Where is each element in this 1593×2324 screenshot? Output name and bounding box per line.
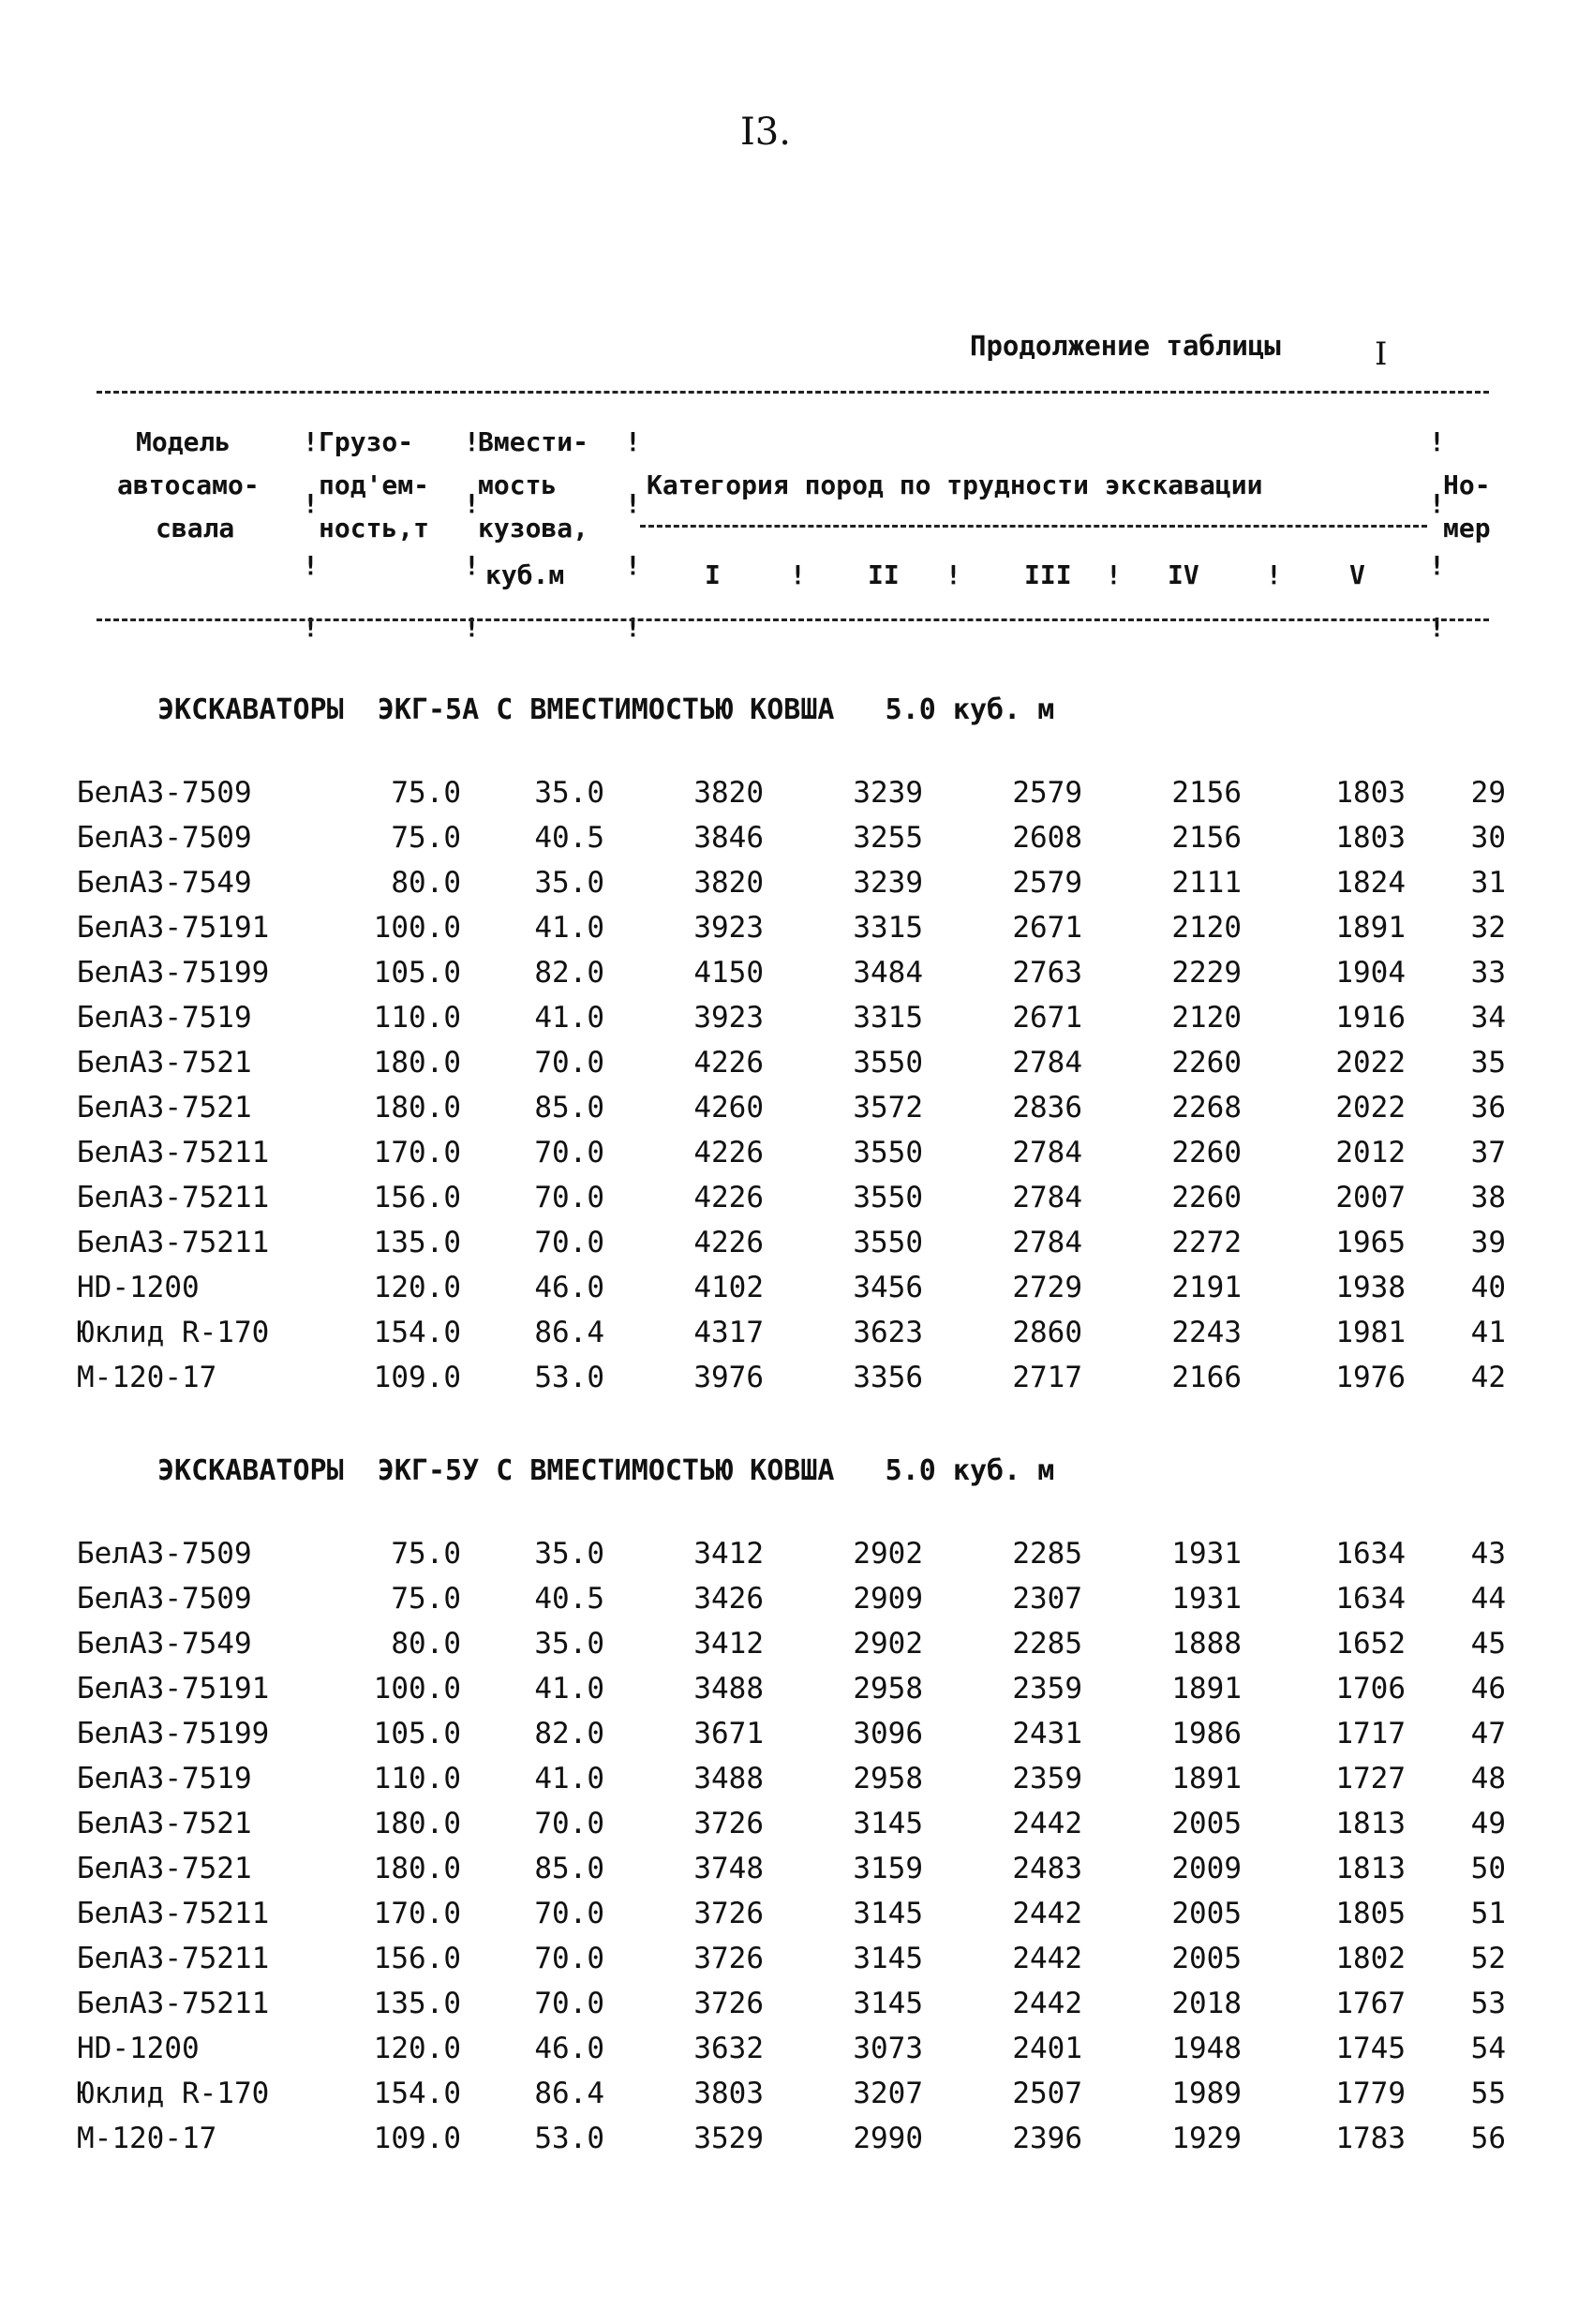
cell-cat-4: 2191: [1171, 1271, 1242, 1304]
cell-capacity: 109.0: [373, 2122, 461, 2155]
cell-cat-2: 3145: [853, 1807, 923, 1840]
cell-cat-5: 1803: [1335, 821, 1406, 855]
cell-cat-4: 2260: [1171, 1136, 1242, 1169]
header-volume-line1: Вмести-: [478, 426, 589, 457]
cell-cat-4: 1891: [1171, 1672, 1242, 1706]
header-model-line2: автосамо-: [117, 469, 260, 500]
cell-cat-1: 3426: [693, 1582, 764, 1616]
cell-cat-3: 2784: [1012, 1226, 1082, 1259]
cell-cat-4: 1891: [1171, 1762, 1242, 1795]
cell-cat-5: 1783: [1335, 2122, 1406, 2155]
cell-cat-2: 3550: [853, 1226, 923, 1259]
header-category-1: I: [705, 559, 721, 590]
cell-cat-1: 4150: [693, 956, 764, 990]
header-category-rule: [640, 525, 1427, 528]
cell-number: 39: [1470, 1226, 1506, 1259]
cell-capacity: 135.0: [373, 1226, 461, 1259]
cell-cat-5: 1803: [1335, 776, 1406, 810]
cell-cat-4: 1929: [1171, 2122, 1242, 2155]
cell-cat-3: 2784: [1012, 1181, 1082, 1214]
header-capacity-line1: Грузо-: [319, 426, 414, 457]
header-model-line3: свала: [156, 513, 235, 544]
section-title-ekg5u: ЭКСКАВАТОРЫ ЭКГ-5У С ВМЕСТИМОСТЬЮ КОВША 5.0 куб. м: [157, 1454, 1055, 1487]
cell-volume: 82.0: [534, 1717, 604, 1750]
cell-volume: 70.0: [534, 1226, 604, 1259]
cell-cat-1: 3529: [693, 2122, 764, 2155]
cell-capacity: 154.0: [373, 2077, 461, 2110]
cell-cat-3: 2359: [1012, 1762, 1082, 1795]
header-category-title: Категория пород по трудности экскавации: [647, 469, 1263, 500]
cell-cat-2: 2902: [853, 1537, 923, 1571]
cell-model: БелАЗ-7521: [77, 1046, 252, 1080]
cell-cat-2: 3484: [853, 956, 923, 990]
cell-cat-2: 2958: [853, 1762, 923, 1795]
cell-cat-1: 3488: [693, 1672, 764, 1706]
cell-cat-3: 2359: [1012, 1672, 1082, 1706]
cell-capacity: 180.0: [373, 1091, 461, 1125]
cell-cat-1: 4102: [693, 1271, 764, 1304]
cell-cat-3: 2442: [1012, 1897, 1082, 1930]
cell-number: 46: [1470, 1672, 1506, 1706]
cell-volume: 46.0: [534, 2032, 604, 2065]
cell-cat-2: 3255: [853, 821, 923, 855]
cell-number: 51: [1470, 1897, 1506, 1930]
cell-capacity: 154.0: [373, 1316, 461, 1349]
header-volume-line3: кузова,: [478, 513, 589, 544]
cell-cat-4: 1931: [1171, 1582, 1242, 1616]
cell-volume: 85.0: [534, 1091, 604, 1125]
cell-capacity: 180.0: [373, 1807, 461, 1840]
cell-cat-3: 2608: [1012, 821, 1082, 855]
cell-number: 30: [1470, 821, 1506, 855]
cell-cat-4: 1986: [1171, 1717, 1242, 1750]
cell-cat-2: 3572: [853, 1091, 923, 1125]
cell-model: БелАЗ-75199: [77, 956, 270, 990]
cell-number: 49: [1470, 1807, 1506, 1840]
cell-capacity: 75.0: [391, 1537, 461, 1571]
cell-model: БелАЗ-7549: [77, 1627, 252, 1661]
cell-cat-5: 2022: [1335, 1091, 1406, 1125]
cell-volume: 41.0: [534, 911, 604, 945]
page-number: I3.: [740, 111, 791, 154]
cell-model: М-120-17: [77, 2122, 217, 2155]
cell-capacity: 105.0: [373, 956, 461, 990]
cell-number: 38: [1470, 1181, 1506, 1214]
cell-volume: 86.4: [534, 1316, 604, 1349]
cell-cat-3: 2784: [1012, 1136, 1082, 1169]
cell-number: 43: [1470, 1537, 1506, 1571]
header-number-line2: мер: [1443, 513, 1491, 544]
cell-cat-1: 3488: [693, 1762, 764, 1795]
cell-cat-5: 1981: [1335, 1316, 1406, 1349]
column-separator: !: [945, 559, 961, 590]
cell-cat-1: 3412: [693, 1627, 764, 1661]
cell-cat-3: 2307: [1012, 1582, 1082, 1616]
cell-cat-1: 3726: [693, 1807, 764, 1840]
cell-model: HD-1200: [77, 1271, 200, 1304]
cell-cat-4: 2272: [1171, 1226, 1242, 1259]
cell-volume: 70.0: [534, 1942, 604, 1975]
cell-cat-5: 1706: [1335, 1672, 1406, 1706]
cell-cat-3: 2836: [1012, 1091, 1082, 1125]
cell-capacity: 100.0: [373, 911, 461, 945]
cell-cat-4: 2260: [1171, 1181, 1242, 1214]
cell-capacity: 109.0: [373, 1361, 461, 1394]
table-number: I: [1375, 335, 1388, 373]
cell-capacity: 156.0: [373, 1181, 461, 1214]
cell-model: БелАЗ-7509: [77, 821, 252, 855]
column-separator: !: [1106, 559, 1122, 590]
cell-model: HD-1200: [77, 2032, 200, 2065]
cell-volume: 82.0: [534, 956, 604, 990]
cell-cat-4: 1948: [1171, 2032, 1242, 2065]
cell-model: Юклид R-170: [77, 2077, 270, 2110]
cell-model: БелАЗ-75211: [77, 1181, 270, 1214]
cell-cat-1: 3748: [693, 1852, 764, 1885]
cell-number: 53: [1470, 1987, 1506, 2020]
cell-capacity: 80.0: [391, 866, 461, 900]
cell-cat-4: 2156: [1171, 776, 1242, 810]
cell-capacity: 75.0: [391, 1582, 461, 1616]
cell-cat-1: 3820: [693, 866, 764, 900]
cell-capacity: 75.0: [391, 821, 461, 855]
cell-cat-4: 2005: [1171, 1807, 1242, 1840]
header-number-line1: Но-: [1443, 469, 1491, 500]
cell-cat-3: 2717: [1012, 1361, 1082, 1394]
cell-cat-3: 2401: [1012, 2032, 1082, 2065]
cell-number: 55: [1470, 2077, 1506, 2110]
cell-cat-2: 2958: [853, 1672, 923, 1706]
cell-cat-1: 3726: [693, 1987, 764, 2020]
cell-model: БелАЗ-7509: [77, 776, 252, 810]
cell-cat-4: 2229: [1171, 956, 1242, 990]
cell-cat-5: 1634: [1335, 1582, 1406, 1616]
header-category-3: III: [1024, 559, 1072, 590]
cell-model: М-120-17: [77, 1361, 217, 1394]
cell-capacity: 105.0: [373, 1717, 461, 1750]
cell-cat-3: 2396: [1012, 2122, 1082, 2155]
cell-cat-2: 3550: [853, 1136, 923, 1169]
cell-volume: 41.0: [534, 1001, 604, 1035]
cell-cat-3: 2285: [1012, 1627, 1082, 1661]
cell-cat-2: 2902: [853, 1627, 923, 1661]
cell-model: БелАЗ-7519: [77, 1001, 252, 1035]
cell-cat-2: 3239: [853, 866, 923, 900]
cell-number: 45: [1470, 1627, 1506, 1661]
header-capacity-line3: ность,т: [319, 513, 430, 544]
cell-cat-1: 3412: [693, 1537, 764, 1571]
cell-volume: 40.5: [534, 1582, 604, 1616]
cell-cat-5: 1965: [1335, 1226, 1406, 1259]
cell-cat-1: 3632: [693, 2032, 764, 2065]
cell-cat-5: 2022: [1335, 1046, 1406, 1080]
column-separator: !: [790, 559, 806, 590]
cell-volume: 35.0: [534, 866, 604, 900]
cell-cat-2: 3239: [853, 776, 923, 810]
cell-volume: 70.0: [534, 1987, 604, 2020]
header-bottom-rule: [97, 618, 1489, 621]
cell-cat-4: 2005: [1171, 1897, 1242, 1930]
cell-cat-2: 3315: [853, 911, 923, 945]
header-category-5: V: [1349, 559, 1365, 590]
cell-model: БелАЗ-75199: [77, 1717, 270, 1750]
cell-capacity: 110.0: [373, 1001, 461, 1035]
cell-model: БелАЗ-7521: [77, 1852, 252, 1885]
cell-cat-3: 2285: [1012, 1537, 1082, 1571]
column-separator: ! ! ! !: [464, 426, 480, 643]
cell-volume: 70.0: [534, 1807, 604, 1840]
cell-cat-4: 2243: [1171, 1316, 1242, 1349]
column-separator: ! ! ! !: [1429, 426, 1445, 643]
table-continuation-caption: Продолжение таблицы: [970, 330, 1281, 362]
cell-model: Юклид R-170: [77, 1316, 270, 1349]
cell-cat-2: 3145: [853, 1897, 923, 1930]
cell-cat-3: 2507: [1012, 2077, 1082, 2110]
header-volume-line4: куб.м: [485, 559, 565, 590]
header-top-rule: [97, 391, 1489, 394]
cell-cat-1: 3976: [693, 1361, 764, 1394]
cell-number: 52: [1470, 1942, 1506, 1975]
cell-cat-5: 2012: [1335, 1136, 1406, 1169]
cell-cat-5: 1891: [1335, 911, 1406, 945]
cell-cat-1: 3820: [693, 776, 764, 810]
cell-model: БелАЗ-75211: [77, 1942, 270, 1975]
cell-model: БелАЗ-75211: [77, 1226, 270, 1259]
cell-model: БелАЗ-75191: [77, 911, 270, 945]
cell-volume: 53.0: [534, 2122, 604, 2155]
cell-cat-1: 3726: [693, 1942, 764, 1975]
cell-cat-3: 2442: [1012, 1987, 1082, 2020]
cell-number: 48: [1470, 1762, 1506, 1795]
cell-cat-1: 3671: [693, 1717, 764, 1750]
header-category-4: IV: [1168, 559, 1199, 590]
cell-cat-5: 2007: [1335, 1181, 1406, 1214]
cell-number: 33: [1470, 956, 1506, 990]
cell-cat-4: 2156: [1171, 821, 1242, 855]
cell-cat-2: 3159: [853, 1852, 923, 1885]
cell-cat-3: 2579: [1012, 776, 1082, 810]
cell-cat-2: 3315: [853, 1001, 923, 1035]
cell-volume: 53.0: [534, 1361, 604, 1394]
cell-cat-4: 1888: [1171, 1627, 1242, 1661]
cell-volume: 46.0: [534, 1271, 604, 1304]
cell-cat-5: 1767: [1335, 1987, 1406, 2020]
cell-cat-1: 3923: [693, 911, 764, 945]
cell-capacity: 120.0: [373, 1271, 461, 1304]
cell-number: 56: [1470, 2122, 1506, 2155]
cell-cat-2: 3207: [853, 2077, 923, 2110]
cell-number: 40: [1470, 1271, 1506, 1304]
cell-cat-1: 4317: [693, 1316, 764, 1349]
cell-cat-5: 1779: [1335, 2077, 1406, 2110]
cell-cat-2: 3550: [853, 1181, 923, 1214]
cell-cat-1: 3846: [693, 821, 764, 855]
cell-cat-5: 1813: [1335, 1807, 1406, 1840]
cell-cat-3: 2671: [1012, 1001, 1082, 1035]
cell-model: БелАЗ-75211: [77, 1136, 270, 1169]
cell-cat-1: 4226: [693, 1046, 764, 1080]
cell-cat-2: 3145: [853, 1987, 923, 2020]
cell-number: 31: [1470, 866, 1506, 900]
cell-cat-3: 2442: [1012, 1942, 1082, 1975]
cell-volume: 40.5: [534, 821, 604, 855]
column-separator: ! ! ! !: [625, 426, 641, 643]
cell-cat-3: 2483: [1012, 1852, 1082, 1885]
cell-volume: 70.0: [534, 1181, 604, 1214]
cell-volume: 41.0: [534, 1762, 604, 1795]
cell-cat-5: 1813: [1335, 1852, 1406, 1885]
cell-cat-3: 2763: [1012, 956, 1082, 990]
cell-volume: 35.0: [534, 1537, 604, 1571]
header-capacity-line2: под'ем-: [319, 469, 430, 500]
cell-volume: 70.0: [534, 1046, 604, 1080]
cell-number: 41: [1470, 1316, 1506, 1349]
cell-cat-3: 2729: [1012, 1271, 1082, 1304]
cell-number: 50: [1470, 1852, 1506, 1885]
header-model-line1: Модель: [136, 426, 231, 457]
cell-cat-1: 3923: [693, 1001, 764, 1035]
cell-volume: 70.0: [534, 1136, 604, 1169]
cell-model: БелАЗ-75191: [77, 1672, 270, 1706]
cell-capacity: 135.0: [373, 1987, 461, 2020]
cell-cat-2: 3145: [853, 1942, 923, 1975]
cell-cat-2: 3623: [853, 1316, 923, 1349]
cell-number: 29: [1470, 776, 1506, 810]
cell-capacity: 120.0: [373, 2032, 461, 2065]
cell-number: 35: [1470, 1046, 1506, 1080]
cell-capacity: 170.0: [373, 1897, 461, 1930]
cell-capacity: 180.0: [373, 1852, 461, 1885]
cell-cat-4: 2018: [1171, 1987, 1242, 2020]
cell-cat-5: 1916: [1335, 1001, 1406, 1035]
cell-number: 34: [1470, 1001, 1506, 1035]
cell-cat-4: 2260: [1171, 1046, 1242, 1080]
cell-number: 44: [1470, 1582, 1506, 1616]
cell-cat-1: 4226: [693, 1181, 764, 1214]
cell-cat-3: 2784: [1012, 1046, 1082, 1080]
cell-cat-5: 1802: [1335, 1942, 1406, 1975]
cell-cat-3: 2671: [1012, 911, 1082, 945]
cell-cat-4: 1931: [1171, 1537, 1242, 1571]
cell-cat-2: 3550: [853, 1046, 923, 1080]
cell-model: БелАЗ-7509: [77, 1582, 252, 1616]
cell-cat-4: 1989: [1171, 2077, 1242, 2110]
cell-number: 37: [1470, 1136, 1506, 1169]
section-title-ekg5a: ЭКСКАВАТОРЫ ЭКГ-5А С ВМЕСТИМОСТЬЮ КОВША 5.0 куб. м: [157, 693, 1055, 726]
cell-cat-2: 3096: [853, 1717, 923, 1750]
cell-cat-5: 1805: [1335, 1897, 1406, 1930]
cell-cat-5: 1634: [1335, 1537, 1406, 1571]
cell-cat-2: 3456: [853, 1271, 923, 1304]
cell-volume: 35.0: [534, 776, 604, 810]
cell-model: БелАЗ-7549: [77, 866, 252, 900]
cell-number: 36: [1470, 1091, 1506, 1125]
cell-cat-2: 2909: [853, 1582, 923, 1616]
header-category-2: II: [868, 559, 900, 590]
cell-model: БелАЗ-7509: [77, 1537, 252, 1571]
cell-cat-5: 1727: [1335, 1762, 1406, 1795]
cell-cat-1: 4226: [693, 1136, 764, 1169]
cell-number: 54: [1470, 2032, 1506, 2065]
cell-cat-3: 2579: [1012, 866, 1082, 900]
cell-capacity: 75.0: [391, 776, 461, 810]
cell-cat-4: 2268: [1171, 1091, 1242, 1125]
cell-model: БелАЗ-7519: [77, 1762, 252, 1795]
cell-cat-5: 1976: [1335, 1361, 1406, 1394]
cell-volume: 86.4: [534, 2077, 604, 2110]
cell-cat-5: 1938: [1335, 1271, 1406, 1304]
cell-cat-5: 1652: [1335, 1627, 1406, 1661]
cell-cat-5: 1717: [1335, 1717, 1406, 1750]
cell-number: 32: [1470, 911, 1506, 945]
cell-volume: 70.0: [534, 1897, 604, 1930]
cell-cat-4: 2009: [1171, 1852, 1242, 1885]
cell-cat-3: 2431: [1012, 1717, 1082, 1750]
cell-cat-1: 4260: [693, 1091, 764, 1125]
cell-volume: 35.0: [534, 1627, 604, 1661]
cell-cat-2: 3356: [853, 1361, 923, 1394]
cell-volume: 85.0: [534, 1852, 604, 1885]
cell-cat-4: 2166: [1171, 1361, 1242, 1394]
cell-cat-3: 2860: [1012, 1316, 1082, 1349]
cell-cat-1: 3726: [693, 1897, 764, 1930]
header-volume-line2: мость: [478, 469, 558, 500]
cell-capacity: 100.0: [373, 1672, 461, 1706]
cell-cat-2: 2990: [853, 2122, 923, 2155]
cell-capacity: 180.0: [373, 1046, 461, 1080]
cell-model: БелАЗ-75211: [77, 1897, 270, 1930]
cell-cat-5: 1745: [1335, 2032, 1406, 2065]
cell-cat-4: 2111: [1171, 866, 1242, 900]
cell-volume: 41.0: [534, 1672, 604, 1706]
cell-cat-4: 2120: [1171, 1001, 1242, 1035]
cell-model: БелАЗ-7521: [77, 1091, 252, 1125]
cell-number: 42: [1470, 1361, 1506, 1394]
cell-capacity: 170.0: [373, 1136, 461, 1169]
cell-cat-5: 1824: [1335, 866, 1406, 900]
column-separator: !: [1266, 559, 1282, 590]
cell-cat-4: 2005: [1171, 1942, 1242, 1975]
cell-model: БелАЗ-7521: [77, 1807, 252, 1840]
cell-cat-1: 4226: [693, 1226, 764, 1259]
cell-number: 47: [1470, 1717, 1506, 1750]
cell-cat-5: 1904: [1335, 956, 1406, 990]
cell-capacity: 110.0: [373, 1762, 461, 1795]
cell-cat-3: 2442: [1012, 1807, 1082, 1840]
cell-model: БелАЗ-75211: [77, 1987, 270, 2020]
cell-capacity: 80.0: [391, 1627, 461, 1661]
cell-capacity: 156.0: [373, 1942, 461, 1975]
cell-cat-4: 2120: [1171, 911, 1242, 945]
column-separator: ! ! ! !: [303, 426, 319, 643]
cell-cat-2: 3073: [853, 2032, 923, 2065]
cell-cat-1: 3803: [693, 2077, 764, 2110]
